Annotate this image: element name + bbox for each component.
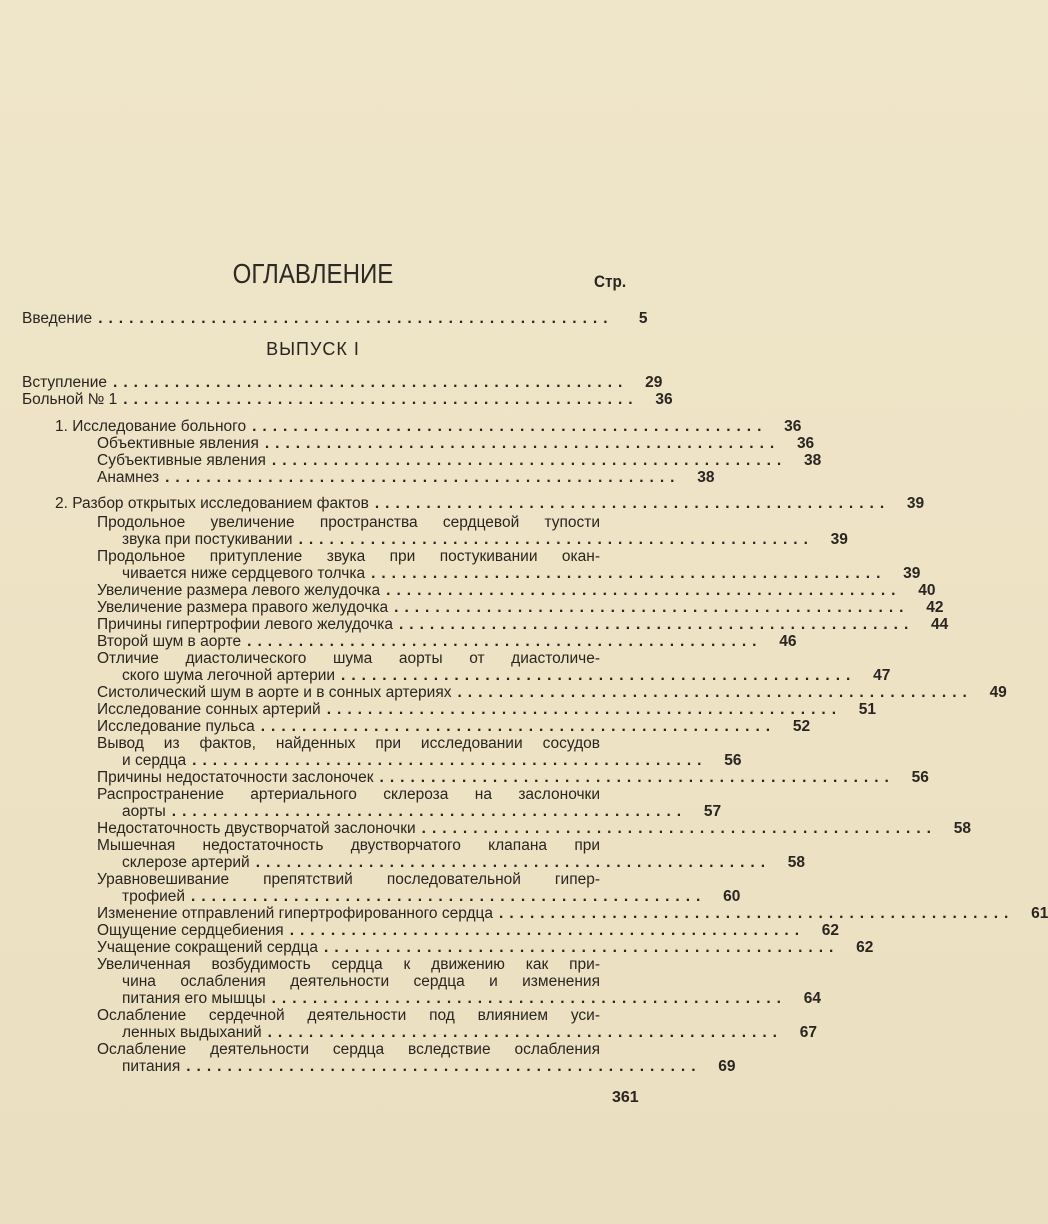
entry-text-line [122, 565, 886, 582]
page-number: 58 [787, 854, 806, 871]
toc-line [22, 514, 634, 531]
toc-entry [22, 650, 891, 684]
intro-entry [22, 310, 648, 327]
toc-entry [22, 939, 874, 956]
toc-entry [22, 514, 848, 548]
entry-text: Недостаточность двустворчатой заслоночки [97, 820, 416, 837]
toc-line [22, 616, 949, 633]
dot-leader: .................................................. [394, 599, 910, 616]
entry-text-line [97, 769, 895, 786]
dot-leader: .................................................. [289, 922, 806, 939]
page-number: 38 [804, 452, 822, 469]
dot-leader: .................................................. [165, 469, 681, 486]
toc-line [22, 599, 944, 616]
page-number: 51 [858, 701, 877, 718]
toc-entry [22, 905, 1048, 922]
toc-entry [22, 452, 822, 469]
dot-leader: .................................................. [398, 616, 915, 633]
toc-entry [22, 582, 936, 599]
entry-text-line [97, 633, 762, 650]
dot-leader: .................................................. [457, 684, 973, 701]
page-number: 58 [953, 820, 971, 837]
entry-text: Вступление [22, 374, 108, 391]
dot-leader: .................................................. [192, 752, 708, 769]
entry-text: Второй шум в аорте [97, 633, 242, 650]
toc-line [22, 1007, 634, 1024]
toc-line [22, 973, 634, 990]
dot-leader: .................................................. [298, 531, 814, 548]
dot-leader: .................................................. [386, 582, 902, 599]
toc-entry [22, 310, 648, 327]
entry-text: Продольное увеличение пространства сердцевой тупости [97, 514, 600, 531]
page-number: 69 [718, 1058, 736, 1075]
entry-text-line [122, 667, 856, 684]
entry-text-line [22, 391, 639, 408]
toc-line [22, 871, 634, 888]
entry-text: Ослабление деятельности сердца вследствие ослабления [97, 1041, 600, 1058]
entry-text-line [22, 310, 614, 327]
toc-line [22, 1058, 736, 1075]
page-number: 60 [723, 888, 741, 905]
entry-text: Увеличенная возбудимость сердца к движению как при- [97, 956, 600, 973]
dot-leader: .................................................. [191, 888, 707, 905]
toc-entry [22, 418, 802, 435]
page-number: 39 [903, 565, 921, 582]
toc-entry [22, 599, 944, 616]
entry-text-line [122, 990, 787, 1007]
toc-entry [22, 769, 929, 786]
page-column-label: Стр. [594, 272, 627, 291]
toc-line [22, 803, 722, 820]
entry-text: Мышечная недостаточность двустворчатого клапана при [97, 837, 600, 854]
dot-leader: .................................................. [123, 391, 639, 408]
entry-text: звука при постукивании [122, 531, 293, 548]
dot-leader: .................................................. [326, 701, 843, 718]
dot-leader: .................................................. [252, 418, 768, 435]
toc-line [22, 582, 936, 599]
toc-entry [22, 871, 741, 905]
page-number: 36 [784, 418, 802, 435]
entry-text: 1. Исследование больного [55, 418, 247, 435]
entry-text-line [97, 469, 680, 486]
entry-text-line [97, 599, 909, 616]
entry-text: Уравновешивание препятствий последовательной гипер- [97, 871, 600, 888]
entry-text-line [97, 939, 839, 956]
toc-line [22, 310, 648, 327]
page-number: 57 [703, 803, 722, 820]
toc-line [22, 633, 797, 650]
toc-line [22, 374, 663, 391]
toc-title: ОГЛАВЛЕНИЕ [232, 258, 394, 289]
dot-leader: .................................................. [98, 310, 614, 327]
toc-entry [22, 718, 811, 735]
dot-leader: .................................................. [341, 667, 857, 684]
dot-leader: .................................................. [186, 1058, 702, 1075]
dot-leader: .................................................. [371, 565, 887, 582]
toc-entry [22, 684, 1007, 701]
toc-line [22, 888, 741, 905]
entry-text: Исследование сонных артерий [97, 701, 321, 718]
toc-entry [22, 495, 925, 512]
page-number: 64 [803, 990, 821, 1007]
toc-line [22, 837, 634, 854]
toc-line [22, 650, 634, 667]
dot-leader: .................................................. [324, 939, 840, 956]
toc-line [22, 905, 1048, 922]
entry-text-line [97, 820, 937, 837]
toc-line [22, 495, 925, 512]
toc-entry [22, 701, 877, 718]
entry-text-line [122, 1024, 783, 1041]
entry-text-line [97, 684, 973, 701]
entry-text-line [55, 495, 890, 512]
toc-line [22, 820, 971, 837]
dot-leader: .................................................. [247, 633, 763, 650]
page-number: 36 [655, 391, 673, 408]
toc-line [22, 701, 877, 718]
folio-page-number: 361 [612, 1089, 639, 1106]
dot-leader: .................................................. [255, 854, 772, 871]
toc-line [22, 548, 634, 565]
entry-text: Увеличение размера правого желудочка [97, 599, 389, 616]
entry-text-line [22, 374, 628, 391]
entry-text: склерозе артерий [122, 854, 250, 871]
entry-text-line [97, 616, 914, 633]
entry-text-line [122, 888, 706, 905]
toc-entry [22, 837, 806, 871]
dot-leader: .................................................. [271, 990, 787, 1007]
page-number: 39 [906, 495, 925, 512]
dot-leader: .................................................. [171, 803, 688, 820]
entry-text-line [97, 701, 842, 718]
toc-entry [22, 391, 673, 408]
page-number: 56 [911, 769, 929, 786]
toc-entry [22, 548, 921, 582]
entry-text-line [97, 452, 787, 469]
entry-text-line [97, 582, 902, 599]
toc-line [22, 854, 806, 871]
toc-entry [22, 469, 715, 486]
toc-entry [22, 922, 840, 939]
toc-entry [22, 820, 971, 837]
entry-text: Введение [22, 310, 93, 327]
entry-text: ленных выдыханий [122, 1024, 262, 1041]
entry-text-line [122, 854, 771, 871]
entry-text: Ослабление сердечной деятельности под влиянием уси- [97, 1007, 600, 1024]
entry-text: Распространение артериального склероза на заслоночки [97, 786, 600, 803]
dot-leader: .................................................. [264, 435, 781, 452]
page-number: 62 [821, 922, 840, 939]
toc-line [22, 435, 815, 452]
page-number: 47 [873, 667, 891, 684]
toc-line [22, 565, 921, 582]
toc-entry [22, 1041, 736, 1075]
toc-line [22, 735, 634, 752]
toc-line [22, 684, 1007, 701]
entry-text: аорты [122, 803, 166, 820]
entry-text-line [122, 531, 814, 548]
dot-leader: .................................................. [379, 769, 895, 786]
entry-text: 2. Разбор открытых исследованием фактов [55, 495, 369, 512]
entry-text-line [97, 718, 776, 735]
entry-text: Продольное притупление звука при постукивании окан- [97, 548, 600, 565]
toc-line [22, 469, 715, 486]
page-number: 5 [638, 310, 648, 327]
entry-text: Субъективные явления [97, 452, 266, 469]
dot-leader: .................................................. [271, 452, 788, 469]
entry-text-line [97, 922, 805, 939]
toc-entry [22, 374, 663, 391]
toc-entry [22, 786, 722, 820]
toc-line [22, 990, 821, 1007]
toc-line [22, 1024, 817, 1041]
toc-line [22, 769, 929, 786]
toc-entry [22, 1007, 817, 1041]
toc-line [22, 922, 840, 939]
toc-line [22, 752, 742, 769]
dot-leader: .................................................. [113, 374, 629, 391]
toc-entry [22, 633, 797, 650]
entry-text: Систолический шум в аорте и в сонных артериях [97, 684, 452, 701]
entry-text: Увеличение размера левого желудочка [97, 582, 381, 599]
page-number: 39 [830, 531, 848, 548]
toc-entry [22, 616, 949, 633]
toc-line [22, 452, 822, 469]
entry-text: Анамнез [97, 469, 160, 486]
page-number: 67 [799, 1024, 817, 1041]
entry-text-line [97, 905, 1014, 922]
dot-leader: .................................................. [260, 718, 777, 735]
entry-text-line [97, 435, 780, 452]
entry-text: Ощущение сердцебиения [97, 922, 284, 939]
toc-list [22, 374, 1048, 1075]
page-number: 38 [697, 469, 715, 486]
toc-entry [22, 735, 742, 769]
entry-text: чина ослабления деятельности сердца и изменения [122, 973, 600, 990]
entry-text: Учащение сокращений сердца [97, 939, 319, 956]
toc-line [22, 956, 634, 973]
toc-entry [22, 956, 821, 1007]
page-number: 62 [856, 939, 874, 956]
toc-line [22, 1041, 634, 1058]
page-number: 46 [779, 633, 797, 650]
page-number: 49 [989, 684, 1007, 701]
entry-text: чивается ниже сердцевого толчка [122, 565, 366, 582]
entry-text: Исследование пульса [97, 718, 255, 735]
toc-line [22, 786, 634, 803]
page-number: 52 [792, 718, 811, 735]
entry-text: питания его мышцы [122, 990, 266, 1007]
entry-text-line [122, 1058, 702, 1075]
page-number: 56 [724, 752, 742, 769]
page-number: 61 [1031, 905, 1048, 922]
toc-line [22, 531, 848, 548]
page-number: 36 [796, 435, 815, 452]
toc-line [22, 718, 811, 735]
entry-text-line [122, 752, 707, 769]
entry-text: Причины недостаточности заслоночек [97, 769, 374, 786]
entry-text: Вывод из фактов, найденных при исследовании сосудов [97, 735, 600, 752]
section-heading: ВЫПУСК I [266, 339, 360, 359]
toc-line [22, 391, 673, 408]
entry-text: трофией [122, 888, 186, 905]
entry-text: ского шума легочной артерии [122, 667, 336, 684]
entry-text: Причины гипертрофии левого желудочка [97, 616, 393, 633]
entry-text: Больной № 1 [22, 391, 118, 408]
toc-line [22, 939, 874, 956]
page-number: 40 [918, 582, 936, 599]
entry-text-line [122, 803, 687, 820]
page-number: 42 [926, 599, 944, 616]
dot-leader: .................................................. [374, 495, 891, 512]
toc-line [22, 418, 802, 435]
entry-text: и сердца [122, 752, 187, 769]
entry-text-line [55, 418, 767, 435]
entry-text: Отличие диастолического шума аорты от диастоличе- [97, 650, 600, 667]
dot-leader: .................................................. [267, 1024, 783, 1041]
dot-leader: .................................................. [421, 820, 937, 837]
toc-entry [22, 435, 815, 452]
dot-leader: .................................................. [499, 905, 1015, 922]
entry-text: питания [122, 1058, 181, 1075]
page-number: 44 [931, 616, 949, 633]
entry-text: Объективные явления [97, 435, 259, 452]
toc-line [22, 667, 891, 684]
entry-text: Изменение отправлений гипертрофированного сердца [97, 905, 494, 922]
page-number: 29 [645, 374, 663, 391]
